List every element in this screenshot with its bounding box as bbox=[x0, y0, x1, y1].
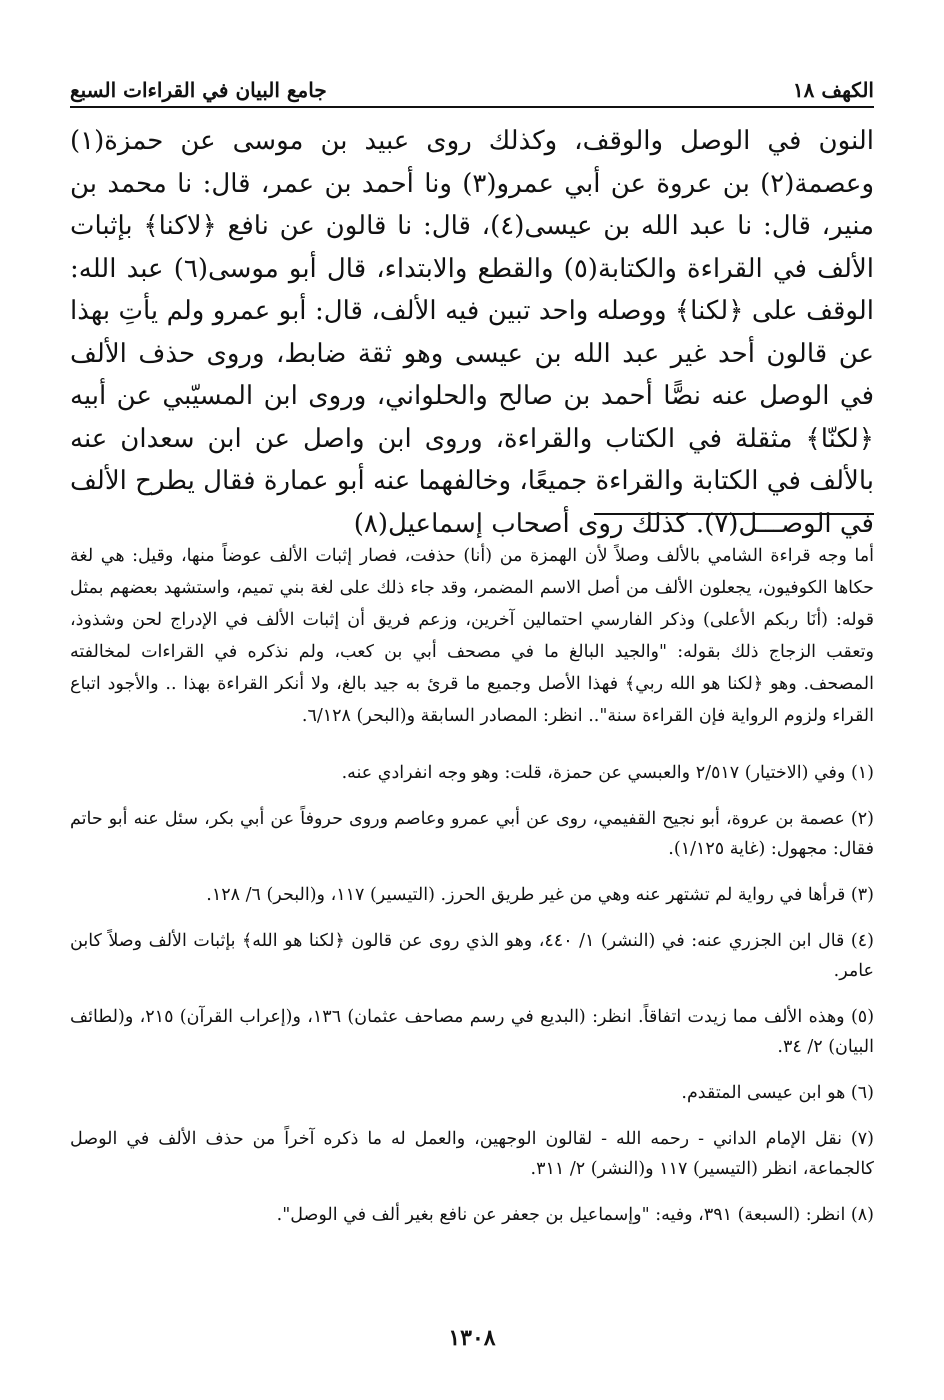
main-text-block bbox=[70, 120, 874, 545]
footnote-4: (٤) قال ابن الجزري عنه: في (النشر) ١/ ٤٤٠، وهو الذي روى عن قالون ﴿لكنا هو الله﴾ بإثبات الألف وصلاً كابن عامر. bbox=[70, 931, 874, 981]
running-header bbox=[70, 62, 874, 108]
footnote-1: (١) وفي (الاختيار) ٢/٥١٧ والعبسي عن حمزة، قلت: وهو وجه انفرادي عنه. bbox=[341, 763, 874, 783]
footnote-6: (٦) هو ابن عيسى المتقدم. bbox=[681, 1083, 874, 1103]
footnote-separator bbox=[594, 513, 874, 515]
footnote-continuation bbox=[70, 540, 874, 732]
footnotes-list bbox=[70, 758, 874, 1246]
footnote-5: (٥) وهذه الألف مما زيدت اتفاقاً. انظر: (البديع في رسم مصاحف عثمان) ١٣٦، و(إعراب القرآن) ٢١٥، و(لطائف البيان) ٢/ ٣٤. bbox=[70, 1007, 875, 1057]
main-paragraph: النون في الوصل والوقف، وكذلك روى عبيد بن موسى عن حمزة(١) وعصمة(٢) بن عروة عن أبي عمرو(٣) ونا أحمد بن عمر، قال: نا محمد بن منير، قال: نا عبد الله بن عيسى(٤)، قال: نا قالون عن نافع ﴿لاكنا﴾ بإثبات الألف في القراءة والكتابة(٥) والقطع والابتداء، قال أبو موسى(٦) عبد الله: الوقف على ﴿لكنا﴾ ووصله واحد تبين فيه الألف، قال: أبو عمرو ولم يأتِ بهذا عن قالون أحد غير عبد الله بن عيسى وهو ثقة ضابط، وروى حذف الألف في الوصل عنه نصًّا أحمد بن صالح والحلواني، وروى ابن المسيّبي عن أبيه ﴿لكنّا﴾ مثقلة في الكتاب والقراءة، وروى ابن واصل عن ابن سعدان عنه بالألف في الكتابة والقراءة جميعًا، وخالفهما عنه أبو عمارة فقال يطرح الألف في الوصـــل(٧). كذلك روى أصحاب إسماعيل(٨) bbox=[70, 126, 875, 539]
footnote-3: (٣) قرأها في رواية لم تشتهر عنه وهي من غير طريق الحرز. (التيسير) ١١٧، و(البحر) ٦/ ١٢٨. bbox=[206, 885, 874, 905]
footnote-2: (٢) عصمة بن عروة، أبو نجيح القفيمي، روى عن أبي عمرو وعاصم وروى حروفاً عن أبي بكر، سئل عنه أبو حاتم فقال: مجهول: (غاية ١/١٢٥). bbox=[70, 809, 874, 859]
chapter-label: الكهف ١٨ bbox=[792, 78, 874, 102]
footnote-8: (٨) انظر: (السبعة) ٣٩١، وفيه: "وإسماعيل بن جعفر عن نافع بغير ألف في الوصل". bbox=[276, 1205, 874, 1225]
page-number: ١٣٠٨ bbox=[448, 1325, 496, 1351]
footnote-7: (٧) نقل الإمام الداني - رحمه الله - لقالون الوجهين، والعمل له ما ذكره آخراً من حذف الألف في الوصل كالجماعة، انظر (التيسير) ١١٧ و(النشر) ٢/ ٣١١. bbox=[70, 1129, 874, 1179]
continued-note: أما وجه قراءة الشامي بالألف وصلاً لأن الهمزة من (أنا) حذفت، فصار إثبات الألف عوضاً منها، وقيل: هي لغة حكاها الكوفيون، يجعلون الألف من أصل الاسم المضمر، وقد جاء ذلك على لغة بني تميم، واستشهد بعضهم بمثل قوله: (أنَا ربكم الأعلى) وذكر الفارسي احتمالين آخرين، وزعم فريق أن إثبات الألف في الإدراج لحن وشذوذ، وتعقب الزجاج ذلك بقوله: "والجيد البالغ ما في مصحف أبي بن كعب، ولم نذكره في القراءات لمخالفته المصحف. وهو ﴿لكنا هو الله ربي﴾ فهذا الأصل وجميع ما قرئ به جيد بالغ، ولا أنكر القراءة بهذا .. والأجود اتباع القراء ولزوم الرواية فإن القراءة سنة".. انظر: المصادر السابقة و(البحر) ٦/١٢٨. bbox=[70, 546, 874, 726]
book-title: جامع البيان في القراءات السبع bbox=[70, 78, 327, 102]
